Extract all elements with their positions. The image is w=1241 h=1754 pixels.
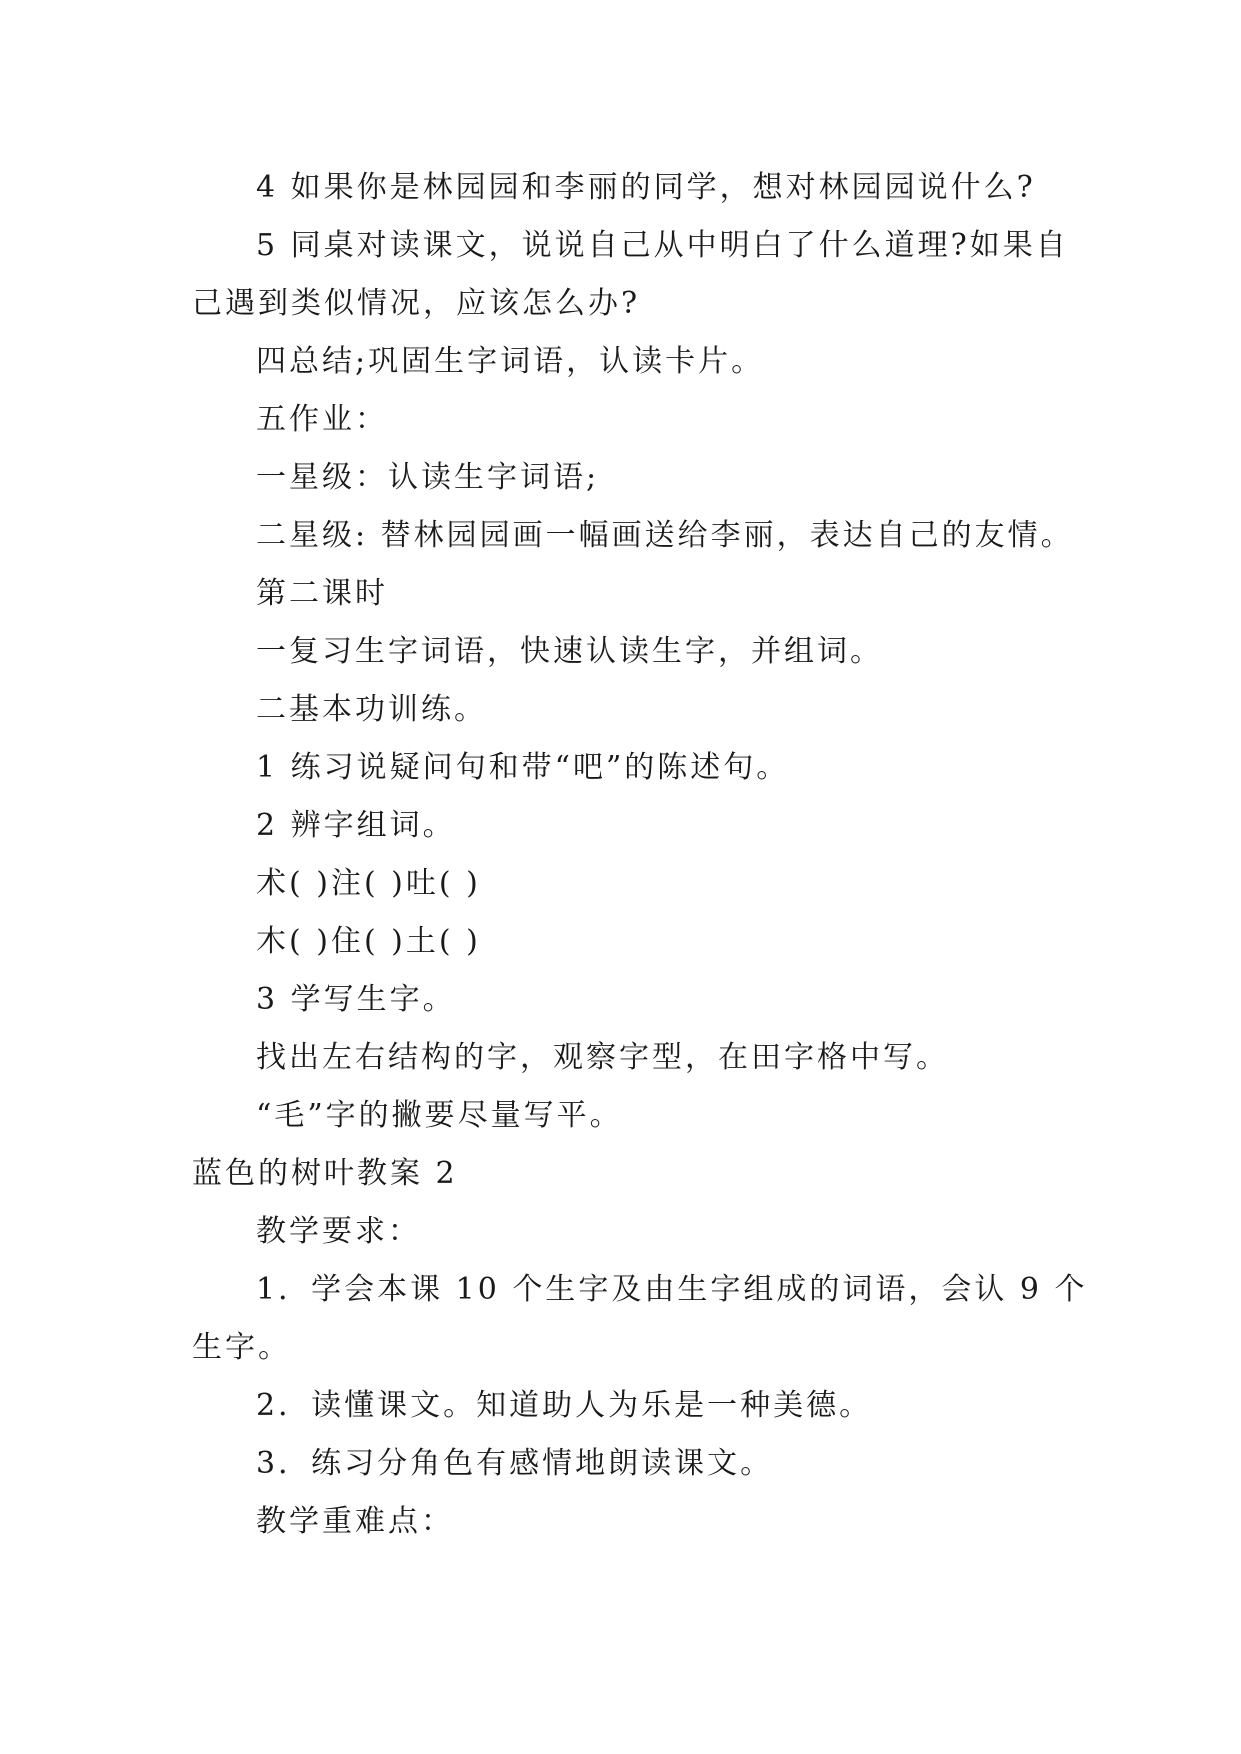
training-item-3: 3 学写生字。 [256, 982, 456, 1017]
homework-one-star: 一星级：认读生字词语; [256, 460, 600, 495]
review-step: 一复习生字词语，快速认读生字，并组词。 [256, 634, 883, 669]
teaching-requirements-heading: 教学要求： [256, 1214, 421, 1249]
training-item-1: 1 练习说疑问句和带“吧”的陈述句。 [256, 750, 790, 785]
question-4: 4 如果你是林园园和李丽的同学，想对林园园说什么? [256, 170, 1036, 205]
second-lesson-heading: 第二课时 [256, 576, 388, 611]
homework-two-star: 二星级: 替林园园画一幅画送给李丽，表达自己的友情。 [256, 518, 1074, 553]
training-item-2: 2 辨字组词。 [256, 808, 456, 843]
question-5-continued: 己遇到类似情况，应该怎么办? [192, 286, 641, 321]
word-group-row-1: 术( )注( )吐( ) [256, 866, 481, 901]
requirement-2: 2．读懂课文。知道助人为乐是一种美德。 [256, 1388, 873, 1423]
summary-step: 四总结;巩固生字词语，认读卡片。 [256, 344, 765, 379]
requirement-1-continued: 生字。 [192, 1330, 291, 1365]
key-difficulties-heading: 教学重难点： [256, 1504, 454, 1539]
homework-heading: 五作业： [256, 402, 388, 437]
requirement-3: 3．练习分角色有感情地朗读课文。 [256, 1446, 774, 1481]
section-title: 蓝色的树叶教案 2 [192, 1156, 458, 1191]
requirement-1: 1．学会本课 10 个生字及由生字组成的词语，会认 9 个 [256, 1272, 1088, 1307]
writing-instruction: 找出左右结构的字，观察字型，在田字格中写。 [256, 1040, 949, 1075]
question-5: 5 同桌对读课文，说说自己从中明白了什么道理?如果自 [256, 228, 1069, 263]
word-group-row-2: 木( )住( )土( ) [256, 924, 481, 959]
writing-tip: “毛”字的撇要尽量写平。 [256, 1098, 623, 1133]
training-step: 二基本功训练。 [256, 692, 487, 727]
